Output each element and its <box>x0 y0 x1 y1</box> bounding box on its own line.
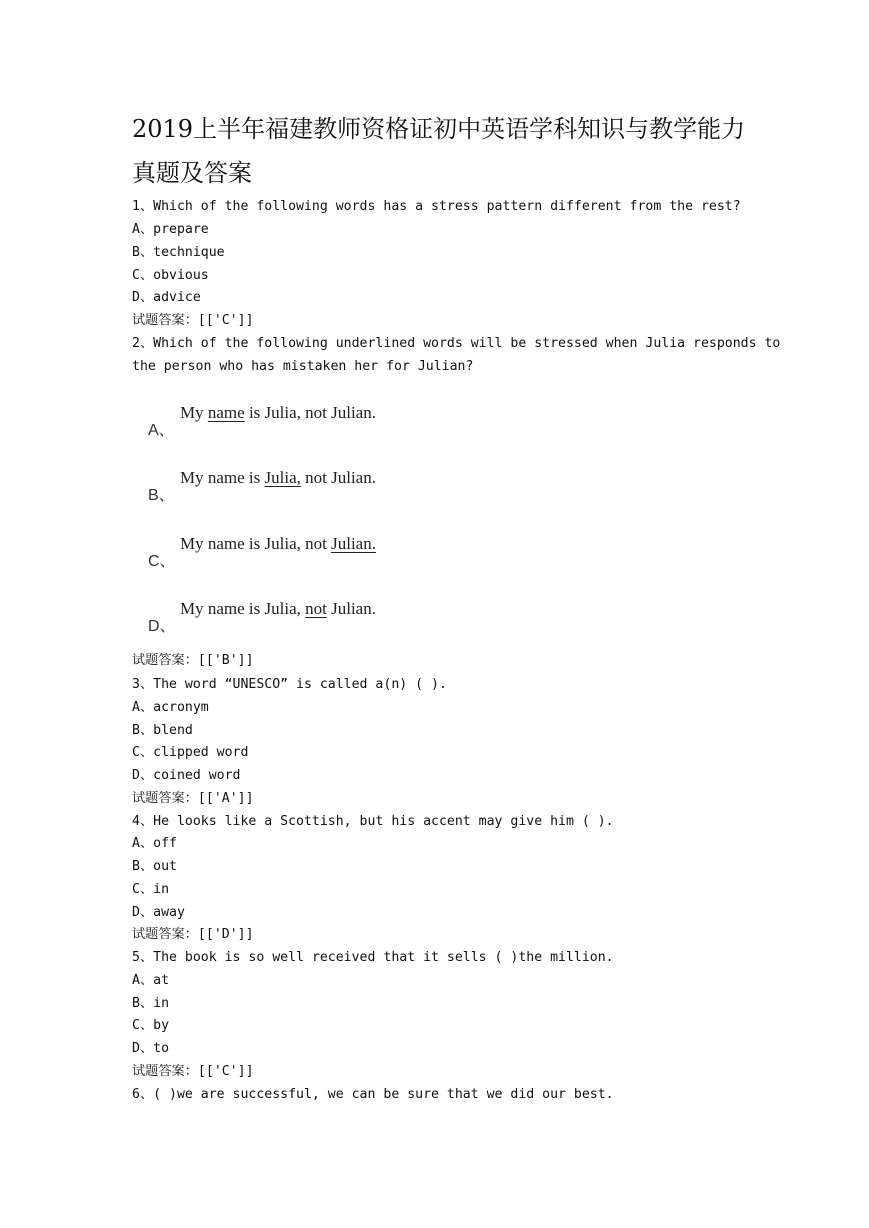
underlined-word: Julian. <box>331 534 376 553</box>
option-letter: A、 <box>148 422 175 439</box>
question-4-option-b: B、out <box>132 859 177 874</box>
question-5-answer: 试题答案：[['C']] <box>132 1064 254 1079</box>
question-2-option-a-image <box>148 403 408 439</box>
question-3-answer: 试题答案：[['A']] <box>132 791 254 806</box>
question-2-text-line-1: 2、Which of the following underlined words will be stressed when Julia responds to <box>132 336 781 351</box>
question-4-option-c: C、in <box>132 882 170 897</box>
question-5-option-d: D、to <box>132 1041 170 1056</box>
option-sentence: My name is Julia, not Julian. <box>180 468 376 487</box>
question-3-option-b: B、blend <box>132 723 193 738</box>
question-5-option-a: A、at <box>132 973 170 988</box>
option-sentence: My name is Julia, not Julian. <box>180 599 376 618</box>
question-4-option-a: A、off <box>132 836 177 851</box>
question-4-option-d: D、away <box>132 905 185 920</box>
option-sentence: My name is Julia, not Julian. <box>180 403 376 422</box>
question-2-option-d-image <box>148 599 408 635</box>
question-3-option-c: C、clipped word <box>132 745 249 760</box>
document-title-line-1: 2019上半年福建教师资格证初中英语学科知识与教学能力 <box>132 115 746 143</box>
question-2-option-b-image <box>148 468 408 504</box>
option-letter: C、 <box>148 553 176 570</box>
underlined-word: not <box>305 599 327 618</box>
question-1-text: 1、Which of the following words has a stress pattern different from the rest? <box>132 199 741 214</box>
question-2-answer: 试题答案：[['B']] <box>132 653 254 668</box>
question-3-option-d: D、coined word <box>132 768 241 783</box>
underlined-word: Julia, <box>264 468 301 487</box>
question-4-text: 4、He looks like a Scottish, but his accent may give him ( ). <box>132 814 614 829</box>
option-sentence: My name is Julia, not Julian. <box>180 534 376 553</box>
option-letter: D、 <box>148 618 176 635</box>
document-title-line-2: 真题及答案 <box>132 159 252 187</box>
question-5-option-b: B、in <box>132 996 170 1011</box>
question-3-option-a: A、acronym <box>132 700 209 715</box>
question-1-option-b: B、technique <box>132 245 225 260</box>
question-1-option-c: C、obvious <box>132 268 209 283</box>
question-5-option-c: C、by <box>132 1018 170 1033</box>
question-1-option-d: D、advice <box>132 290 201 305</box>
question-2-text-line-2: the person who has mistaken her for Julian? <box>132 359 474 374</box>
question-3-text: 3、The word “UNESCO” is called a(n) ( ). <box>132 677 447 692</box>
question-1-answer: 试题答案：[['C']] <box>132 313 254 328</box>
question-6-text: 6、( )we are successful, we can be sure that we did our best. <box>132 1087 614 1102</box>
option-letter: B、 <box>148 487 175 504</box>
question-2-option-c-image <box>148 534 408 570</box>
question-1-option-a: A、prepare <box>132 222 209 237</box>
underlined-word: name <box>207 403 245 422</box>
question-4-answer: 试题答案：[['D']] <box>132 927 254 942</box>
question-5-text: 5、The book is so well received that it sells ( )the million. <box>132 950 614 965</box>
